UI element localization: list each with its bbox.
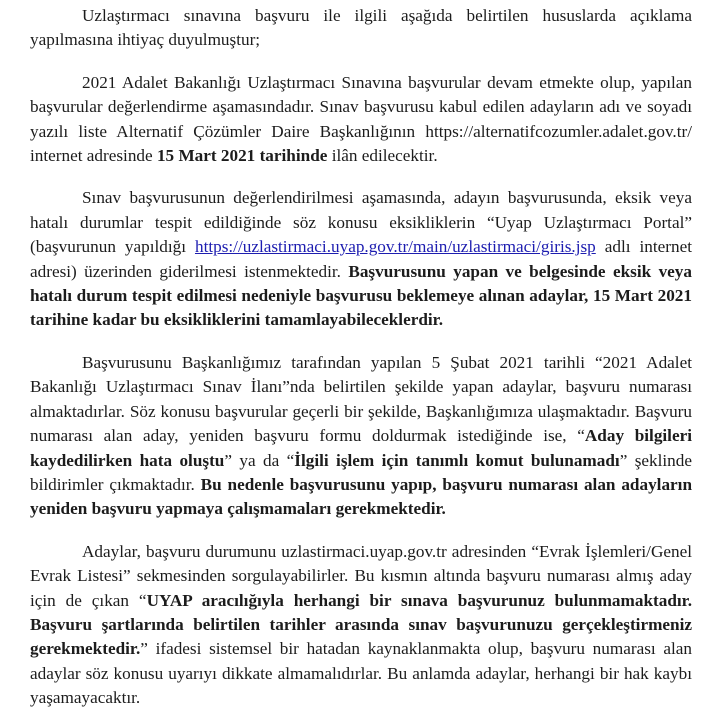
paragraph-text: ” şeklinde bildirimler çıkmaktadır. (30, 450, 692, 494)
bold-error-message-2: İlgili işlem için tanımlı komut bulunamadı (294, 450, 620, 470)
paragraph-text: Sınav başvurusunun değerlendirilmesi aşamasında, adayın başvurusunda, eksik veya hatalı durumlar tespit edildiğinde söz konusu eksikliklerin “Uyap Uzlaştırmacı Portal” (başvurunun yapıldığı (30, 188, 692, 257)
paragraph-text: Uzlaştırmacı sınavına başvuru ile ilgili aşağıda belirtilen hususlarda açıklama yapılmasına ihtiyaç duyulmuştur; (30, 6, 692, 50)
paragraph-text: ilân edilecektir. (327, 146, 438, 166)
bold-warning-message: UYAP aracılığıyla herhangi bir sınava başvurunuz bulunmamaktadır. Başvuru şartlarında belirtilen tarihler arasında sınav başvurunuzu gerçekleştirmeniz gerekmektedir. (30, 590, 692, 659)
bold-notice-text: Bu nedenle başvurusunu yapıp, başvuru numarası alan adayların yeniden başvuru yapmaya çalışmamaları gerekmektedir. (30, 474, 692, 519)
paragraph-text: adlı internet adresi) üzerinden giderilmesi istenmektedir. (30, 237, 692, 281)
paragraph-text: 2021 Adalet Bakanlığı Uzlaştırmacı Sınavına başvurular devam etmekte olup, yapılan başvurular değerlendirme aşamasındadır. Sınav başvurusu kabul edilen adayların adı ve soyadı yazılı liste Alternatif Çözümler Daire Başkanlığının https://alternatifcozumler.adalet.gov.tr/ internet adresinde (30, 72, 692, 166)
paragraph-announcement (30, 71, 692, 169)
bold-date-text: 15 Mart 2021 tarihinde (156, 146, 328, 166)
paragraph-application-number (30, 351, 692, 522)
bold-notice-text: Başvurusunu yapan ve belgesinde eksik veya hatalı durum tespit edilmesi nedeniyle başvurusu beklemeye alınan adaylar, 15 Mart 2021 tarihine kadar bu eksikliklerini tamamlayabileceklerdir. (30, 261, 692, 330)
portal-link[interactable]: https://uzlastirmaci.uyap.gov.tr/main/uzlastirmaci/giris.jsp (194, 237, 596, 257)
paragraph-text: Başvurusunu Başkanlığımız tarafından yapılan 5 Şubat 2021 tarihli “2021 Adalet Bakanlığı Uzlaştırmacı Sınav İlanı”nda belirtilen şekilde yapan adaylar, başvuru numarası almaktadırlar. Söz konusu başvurular geçerli bir şekilde, Başkanlığımıza ulaşmaktadır. Başvuru numarası alan aday, yeniden başvuru formu doldurmak istediğinde ise, “ (30, 352, 692, 446)
paragraph-evaluation (30, 186, 692, 332)
bold-error-message-1: Aday bilgileri kaydedilirken hata oluştu (30, 426, 692, 470)
paragraph-text: Adaylar, başvuru durumunu uzlastirmaci.uyap.gov.tr adresinden “Evrak İşlemleri/Genel Evrak Listesi” sekmesinden sorgulayabilirler. Bu kısmın altında başvuru numarası almış aday için de çıkan “ (30, 541, 692, 610)
paragraph-text: ” ya da “ (224, 450, 295, 470)
paragraph-query (30, 540, 692, 711)
paragraph-intro (30, 4, 692, 53)
paragraph-text: ” ifadesi sistemsel bir hatadan kaynaklanmakta olup, başvuru numarası alan adaylar söz konusu uyarıyı dikkate almamalıdırlar. Bu anlamda adaylar, herhangi bir hak kaybı yaşamayacaktır. (30, 639, 692, 708)
